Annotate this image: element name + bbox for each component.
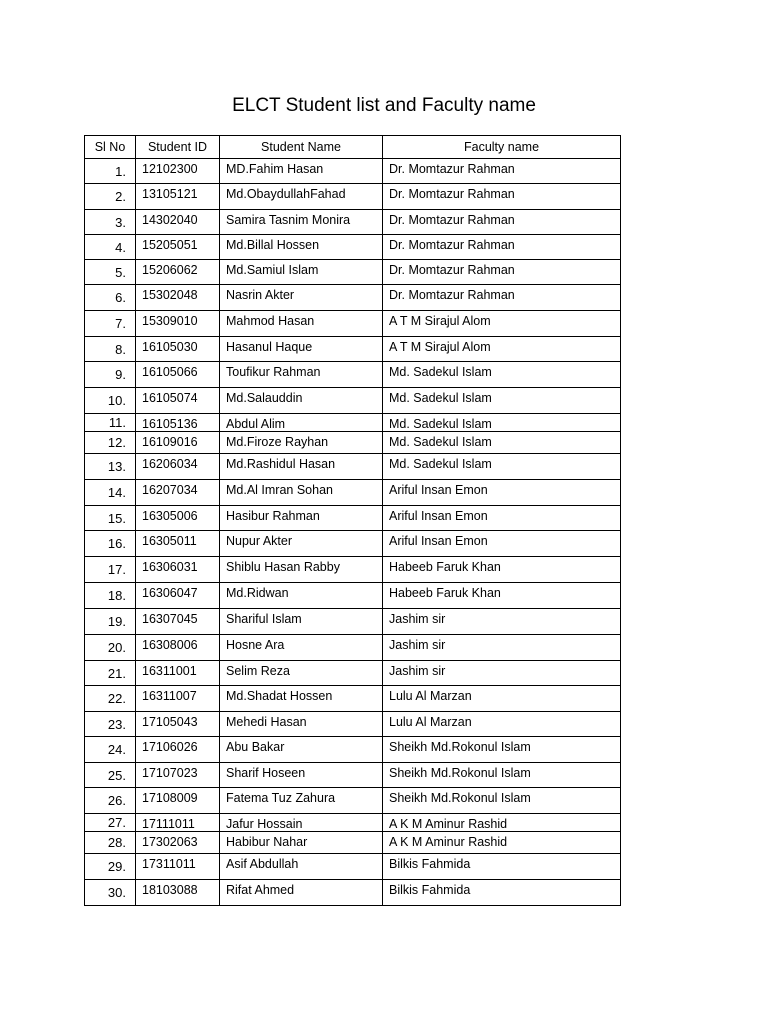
cell-student-id: 16311007: [136, 686, 220, 712]
cell-sl-no: 29.: [85, 854, 136, 880]
cell-student-id: 14302040: [136, 210, 220, 235]
cell-sl-no: 12.: [85, 432, 136, 454]
cell-student-name: Md.Samiul Islam: [220, 260, 383, 285]
cell-student-id: 18103088: [136, 880, 220, 906]
header-student-name: Student Name: [220, 136, 383, 159]
cell-faculty-name: A K M Aminur Rashid: [383, 814, 621, 832]
cell-student-id: 15206062: [136, 260, 220, 285]
cell-student-id: 17105043: [136, 712, 220, 737]
cell-student-name: Md.Al Imran Sohan: [220, 480, 383, 506]
cell-faculty-name: Dr. Momtazur Rahman: [383, 184, 621, 210]
cell-student-name: Habibur Nahar: [220, 832, 383, 854]
table-row: [85, 686, 621, 712]
cell-student-id: 16306047: [136, 583, 220, 609]
cell-student-name: Md.Salauddin: [220, 388, 383, 414]
table-row: [85, 285, 621, 311]
cell-student-name: Nasrin Akter: [220, 285, 383, 311]
cell-student-name: Rifat Ahmed: [220, 880, 383, 906]
cell-student-name: Md.Rashidul Hasan: [220, 454, 383, 480]
table-row: [85, 432, 621, 454]
cell-sl-no: 18.: [85, 583, 136, 609]
cell-sl-no: 14.: [85, 480, 136, 506]
cell-faculty-name: Dr. Momtazur Rahman: [383, 210, 621, 235]
cell-faculty-name: Jashim sir: [383, 635, 621, 661]
table-row: [85, 583, 621, 609]
table-row: [85, 480, 621, 506]
cell-sl-no: 17.: [85, 557, 136, 583]
student-faculty-table: [84, 135, 621, 906]
cell-sl-no: 4.: [85, 235, 136, 260]
cell-student-id: 17108009: [136, 788, 220, 814]
cell-faculty-name: Dr. Momtazur Rahman: [383, 159, 621, 184]
cell-student-id: 16109016: [136, 432, 220, 454]
cell-student-name: Abdul Alim: [220, 414, 383, 432]
cell-faculty-name: Lulu Al Marzan: [383, 712, 621, 737]
cell-student-id: 16206034: [136, 454, 220, 480]
cell-sl-no: 30.: [85, 880, 136, 906]
table-row: [85, 260, 621, 285]
cell-student-id: 16105030: [136, 337, 220, 362]
cell-sl-no: 23.: [85, 712, 136, 737]
table-row: [85, 184, 621, 210]
cell-student-name: Toufikur Rahman: [220, 362, 383, 388]
cell-student-name: Hasibur Rahman: [220, 506, 383, 531]
cell-student-name: Jafur Hossain: [220, 814, 383, 832]
cell-sl-no: 15.: [85, 506, 136, 531]
cell-student-name: Abu Bakar: [220, 737, 383, 763]
cell-faculty-name: Bilkis Fahmida: [383, 880, 621, 906]
cell-faculty-name: Ariful Insan Emon: [383, 506, 621, 531]
cell-student-id: 16105074: [136, 388, 220, 414]
cell-student-id: 15302048: [136, 285, 220, 311]
cell-student-id: 16305011: [136, 531, 220, 557]
cell-sl-no: 2.: [85, 184, 136, 210]
table-row: [85, 454, 621, 480]
cell-student-name: Mehedi Hasan: [220, 712, 383, 737]
table-row: [85, 159, 621, 184]
table-row: [85, 210, 621, 235]
cell-student-id: 15205051: [136, 235, 220, 260]
table-row: [85, 311, 621, 337]
cell-faculty-name: A K M Aminur Rashid: [383, 832, 621, 854]
cell-faculty-name: Md. Sadekul Islam: [383, 432, 621, 454]
cell-student-id: 17107023: [136, 763, 220, 788]
cell-student-name: Samira Tasnim Monira: [220, 210, 383, 235]
table-row: [85, 531, 621, 557]
cell-student-name: Mahmod Hasan: [220, 311, 383, 337]
cell-sl-no: 21.: [85, 661, 136, 686]
table-row: [85, 388, 621, 414]
cell-sl-no: 8.: [85, 337, 136, 362]
cell-sl-no: 10.: [85, 388, 136, 414]
cell-sl-no: 7.: [85, 311, 136, 337]
table-row: [85, 788, 621, 814]
cell-student-id: 12102300: [136, 159, 220, 184]
table-row: [85, 763, 621, 788]
cell-student-id: 16308006: [136, 635, 220, 661]
cell-student-name: Sharif Hoseen: [220, 763, 383, 788]
table-row: [85, 414, 621, 432]
cell-sl-no: 16.: [85, 531, 136, 557]
cell-sl-no: 20.: [85, 635, 136, 661]
table-row: [85, 362, 621, 388]
cell-sl-no: 19.: [85, 609, 136, 635]
table-row: [85, 832, 621, 854]
cell-faculty-name: A T M Sirajul Alom: [383, 311, 621, 337]
table-row: [85, 880, 621, 906]
cell-sl-no: 11.: [85, 414, 136, 432]
table-row: [85, 337, 621, 362]
table-row: [85, 635, 621, 661]
cell-faculty-name: Sheikh Md.Rokonul Islam: [383, 763, 621, 788]
cell-sl-no: 3.: [85, 210, 136, 235]
cell-faculty-name: Md. Sadekul Islam: [383, 454, 621, 480]
cell-sl-no: 6.: [85, 285, 136, 311]
cell-faculty-name: Md. Sadekul Islam: [383, 388, 621, 414]
header-student-id: Student ID: [136, 136, 220, 159]
cell-sl-no: 13.: [85, 454, 136, 480]
cell-student-name: Nupur Akter: [220, 531, 383, 557]
cell-sl-no: 22.: [85, 686, 136, 712]
header-sl-no: Sl No: [85, 136, 136, 159]
cell-student-name: Md.Ridwan: [220, 583, 383, 609]
cell-student-name: Asif Abdullah: [220, 854, 383, 880]
cell-sl-no: 9.: [85, 362, 136, 388]
table-row: [85, 557, 621, 583]
cell-sl-no: 28.: [85, 832, 136, 854]
cell-faculty-name: Dr. Momtazur Rahman: [383, 235, 621, 260]
cell-student-name: Md.Billal Hossen: [220, 235, 383, 260]
cell-sl-no: 27.: [85, 814, 136, 832]
cell-faculty-name: Sheikh Md.Rokonul Islam: [383, 737, 621, 763]
page-title: ELCT Student list and Faculty name: [232, 95, 536, 116]
cell-faculty-name: Sheikh Md.Rokonul Islam: [383, 788, 621, 814]
table-row: [85, 712, 621, 737]
cell-student-name: Fatema Tuz Zahura: [220, 788, 383, 814]
cell-student-id: 16305006: [136, 506, 220, 531]
cell-student-id: 17302063: [136, 832, 220, 854]
cell-student-id: 13105121: [136, 184, 220, 210]
table-row: [85, 854, 621, 880]
cell-faculty-name: Dr. Momtazur Rahman: [383, 260, 621, 285]
cell-faculty-name: Ariful Insan Emon: [383, 531, 621, 557]
cell-student-name: MD.Fahim Hasan: [220, 159, 383, 184]
cell-student-name: Md.Shadat Hossen: [220, 686, 383, 712]
cell-faculty-name: Md. Sadekul Islam: [383, 414, 621, 432]
cell-student-id: 16311001: [136, 661, 220, 686]
table-row: [85, 661, 621, 686]
cell-faculty-name: Md. Sadekul Islam: [383, 362, 621, 388]
cell-student-name: Hosne Ara: [220, 635, 383, 661]
table-row: [85, 814, 621, 832]
cell-faculty-name: Dr. Momtazur Rahman: [383, 285, 621, 311]
table-row: [85, 506, 621, 531]
cell-faculty-name: Jashim sir: [383, 609, 621, 635]
cell-sl-no: 24.: [85, 737, 136, 763]
cell-sl-no: 5.: [85, 260, 136, 285]
cell-student-id: 16207034: [136, 480, 220, 506]
table-body: [85, 159, 621, 906]
cell-student-name: Selim Reza: [220, 661, 383, 686]
cell-student-id: 17311011: [136, 854, 220, 880]
cell-student-id: 17106026: [136, 737, 220, 763]
cell-faculty-name: Ariful Insan Emon: [383, 480, 621, 506]
cell-student-id: 16307045: [136, 609, 220, 635]
cell-faculty-name: Lulu Al Marzan: [383, 686, 621, 712]
cell-student-id: 16105136: [136, 414, 220, 432]
header-faculty-name: Faculty name: [383, 136, 621, 159]
cell-faculty-name: Jashim sir: [383, 661, 621, 686]
table-row: [85, 737, 621, 763]
cell-faculty-name: Habeeb Faruk Khan: [383, 557, 621, 583]
cell-student-name: Shiblu Hasan Rabby: [220, 557, 383, 583]
cell-student-id: 16105066: [136, 362, 220, 388]
cell-student-id: 15309010: [136, 311, 220, 337]
cell-student-name: Hasanul Haque: [220, 337, 383, 362]
cell-faculty-name: Bilkis Fahmida: [383, 854, 621, 880]
table-row: [85, 609, 621, 635]
cell-faculty-name: Habeeb Faruk Khan: [383, 583, 621, 609]
table-header-row: [85, 136, 621, 159]
cell-student-name: Md.Firoze Rayhan: [220, 432, 383, 454]
table-row: [85, 235, 621, 260]
cell-faculty-name: A T M Sirajul Alom: [383, 337, 621, 362]
cell-sl-no: 26.: [85, 788, 136, 814]
cell-student-id: 17111011: [136, 814, 220, 832]
cell-student-name: Shariful Islam: [220, 609, 383, 635]
cell-sl-no: 1.: [85, 159, 136, 184]
cell-student-id: 16306031: [136, 557, 220, 583]
cell-student-name: Md.ObaydullahFahad: [220, 184, 383, 210]
cell-sl-no: 25.: [85, 763, 136, 788]
